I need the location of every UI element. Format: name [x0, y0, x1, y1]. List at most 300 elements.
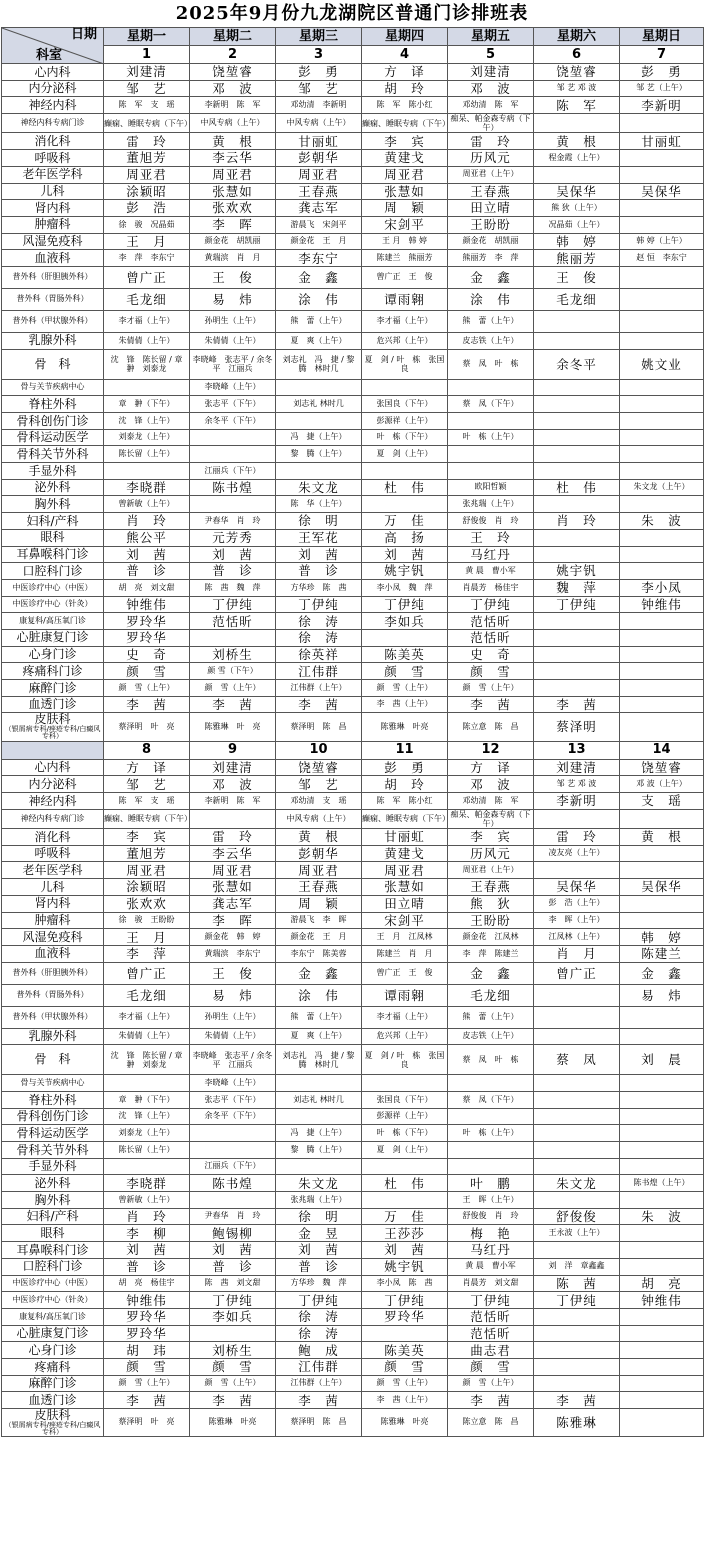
table-row	[2, 413, 704, 430]
schedule-cell	[534, 1075, 620, 1092]
schedule-cell: 董旭芳	[104, 845, 190, 862]
schedule-cell: 钟维伟	[104, 596, 190, 613]
dept-label-text: 内分泌科	[28, 776, 77, 791]
table-row	[2, 984, 704, 1006]
dept-name	[2, 1028, 104, 1045]
schedule-cell: 周亚君	[190, 862, 276, 879]
schedule-cell: 黄 晨 曹小军	[448, 1258, 534, 1275]
dept-name	[2, 80, 104, 97]
table-row	[2, 166, 704, 183]
schedule-cell	[620, 546, 704, 563]
schedule-cell: 丁伊纯	[276, 596, 362, 613]
schedule-cell: 张欢欢	[190, 200, 276, 217]
schedule-cell: 李晓峰 张志平 / 余冬平 江丽兵	[190, 349, 276, 379]
schedule-cell: 涂颖昭	[104, 183, 190, 200]
table-row	[2, 114, 704, 133]
schedule-cell: 马红丹	[448, 1242, 534, 1259]
schedule-cell: 支 瑶	[620, 793, 704, 810]
schedule-cell: 周 颖	[362, 200, 448, 217]
schedule-cell	[362, 1325, 448, 1342]
dept-name	[2, 479, 104, 496]
dept-name	[2, 1358, 104, 1375]
schedule-cell: 刘 茜	[190, 546, 276, 563]
table-row	[2, 1242, 704, 1259]
dept-name	[2, 1045, 104, 1075]
schedule-cell: 邹 艺	[104, 776, 190, 793]
schedule-cell: 李 茜	[448, 696, 534, 713]
schedule-cell	[620, 563, 704, 580]
table-row	[2, 895, 704, 912]
date-cell: 10	[276, 741, 362, 759]
table-row	[2, 1075, 704, 1092]
dept-label-text: 康复科/高压氧门诊	[19, 1311, 86, 1321]
dept-name	[2, 809, 104, 828]
schedule-cell	[104, 1075, 190, 1092]
schedule-cell: 方 译	[104, 759, 190, 776]
schedule-cell: 王 月	[104, 929, 190, 946]
dept-label-text: 心内科	[34, 760, 71, 775]
table-row	[2, 563, 704, 580]
dept-name	[2, 845, 104, 862]
schedule-cell	[534, 1242, 620, 1259]
schedule-cell: 丁伊纯	[276, 1292, 362, 1309]
dept-name	[2, 446, 104, 463]
schedule-cell	[534, 613, 620, 630]
schedule-cell: 邹 艺	[276, 80, 362, 97]
dept-name	[2, 1108, 104, 1125]
schedule-cell: 游晨飞 宋剑平	[276, 216, 362, 233]
schedule-cell: 邓 波	[190, 776, 276, 793]
table-row	[2, 446, 704, 463]
dept-label-text: 皮肤科	[34, 712, 71, 727]
schedule-cell: 周 颖	[276, 895, 362, 912]
schedule-cell: 张国良（下午）	[362, 1091, 448, 1108]
schedule-cell: 金 鑫	[276, 962, 362, 984]
date-cell: 11	[362, 741, 448, 759]
schedule-cell: 金 昱	[276, 1225, 362, 1242]
schedule-cell	[190, 429, 276, 446]
table-row	[2, 646, 704, 663]
schedule-cell: 邹 艺（上午）	[620, 80, 704, 97]
schedule-cell	[534, 446, 620, 463]
dept-name	[2, 1091, 104, 1108]
schedule-cell: 沈 锋 陈长留 / 章 翀 刘泰龙	[104, 1045, 190, 1075]
table-row	[2, 962, 704, 984]
dept-label-text: 血液科	[34, 250, 71, 265]
schedule-cell	[448, 379, 534, 396]
schedule-cell	[362, 1158, 448, 1175]
schedule-cell: 颜金花 胡凯丽	[448, 233, 534, 250]
dept-label-text: 普外科（胃肠外科）	[16, 989, 89, 999]
schedule-cell: 朱倩倩（上午）	[104, 332, 190, 349]
dept-label-text: 内分泌科	[28, 81, 77, 96]
schedule-cell	[534, 413, 620, 430]
schedule-cell: 叶 鹏	[448, 1175, 534, 1192]
schedule-cell: 姚宇钒	[534, 563, 620, 580]
dept-label-text: 骨 科	[34, 1052, 71, 1067]
schedule-cell	[534, 1158, 620, 1175]
schedule-cell	[534, 809, 620, 828]
schedule-cell: 罗玲华	[104, 629, 190, 646]
dept-name	[2, 133, 104, 150]
table-row	[2, 288, 704, 310]
schedule-cell: 刘 茜	[104, 546, 190, 563]
dept-label-text: 骨与关节疾病中心	[20, 382, 85, 392]
schedule-cell: 冯 捷（上午）	[276, 429, 362, 446]
schedule-cell: 王 玲	[448, 529, 534, 546]
dept-name	[2, 879, 104, 896]
schedule-cell: 黄 晨 曹小军	[448, 563, 534, 580]
schedule-cell: 李 萍 陈建兰	[448, 945, 534, 962]
schedule-cell: 颜 雪（上午）	[190, 680, 276, 697]
schedule-cell	[620, 680, 704, 697]
schedule-cell: 夏 爽（上午）	[276, 1028, 362, 1045]
schedule-cell: 饶堃睿	[276, 759, 362, 776]
dept-label-text: 普外科（甲状腺外科）	[12, 316, 93, 326]
schedule-cell: 孙明生（上午）	[190, 310, 276, 332]
dept-name	[2, 563, 104, 580]
schedule-cell: 周亚君（上午）	[448, 166, 534, 183]
schedule-cell: 姚宇钒	[362, 563, 448, 580]
dept-label-text: 儿科	[40, 879, 65, 894]
schedule-cell: 吴保华	[534, 879, 620, 896]
schedule-cell: 黄 根	[276, 829, 362, 846]
dept-name	[2, 1308, 104, 1325]
table-row	[2, 1358, 704, 1375]
date-cell: 2	[190, 46, 276, 64]
schedule-cell: 陈书煌（上午）	[620, 1175, 704, 1192]
dept-name	[2, 413, 104, 430]
dept-name	[2, 332, 104, 349]
schedule-cell	[190, 809, 276, 828]
schedule-cell: 颜金花 王 月	[276, 233, 362, 250]
schedule-cell	[620, 216, 704, 233]
schedule-cell: 甘丽虹	[362, 829, 448, 846]
schedule-cell: 张慧如	[362, 879, 448, 896]
dept-label-text: 心身门诊	[28, 647, 77, 662]
schedule-cell	[620, 429, 704, 446]
date-cell: 8	[104, 741, 190, 759]
dept-name	[2, 579, 104, 596]
day-header: 星期日	[620, 28, 704, 46]
schedule-cell	[620, 166, 704, 183]
dept-label-text: 普外科（肝胆胰外科）	[12, 272, 93, 282]
schedule-cell: 黄 根	[534, 133, 620, 150]
dept-name	[2, 613, 104, 630]
schedule-cell	[620, 396, 704, 413]
schedule-cell: 朱 波	[620, 513, 704, 530]
dept-label-text: 骨科运动医学	[16, 430, 89, 445]
dept-label-text: 风湿免疫科	[22, 929, 83, 944]
table-row	[2, 233, 704, 250]
schedule-cell: 颜 雪	[448, 663, 534, 680]
dept-label-text: 神经内科专病门诊	[20, 118, 85, 128]
schedule-cell	[448, 1075, 534, 1092]
schedule-cell: 江伟群（上午）	[276, 680, 362, 697]
schedule-cell: 陈书煌	[190, 479, 276, 496]
schedule-cell	[620, 1108, 704, 1125]
schedule-cell: 颜 雪（上午）	[362, 680, 448, 697]
schedule-cell	[534, 1358, 620, 1375]
schedule-cell: 陈立意 陈 昌	[448, 1409, 534, 1437]
schedule-cell: 王 月 江凤林	[362, 929, 448, 946]
date-cell: 7	[620, 46, 704, 64]
schedule-cell: 彭 浩（上午）	[534, 895, 620, 912]
schedule-cell: 朱 波	[620, 1208, 704, 1225]
schedule-cell: 陈建兰	[620, 945, 704, 962]
dept-label-text: 神经内科	[28, 97, 77, 112]
schedule-cell: 刘建清	[534, 759, 620, 776]
dept-label-text: 血透门诊	[28, 1392, 77, 1407]
schedule-cell: 李 茜	[276, 1392, 362, 1409]
schedule-cell: 曾新敏（上午）	[104, 1192, 190, 1209]
dept-name	[2, 793, 104, 810]
schedule-cell	[104, 463, 190, 480]
schedule-cell: 李 茜	[104, 696, 190, 713]
schedule-cell: 吴保华	[620, 879, 704, 896]
schedule-cell: 陈 军 支 瑶	[104, 97, 190, 114]
dept-label-text: 泌外科	[34, 1175, 71, 1190]
schedule-cell	[362, 463, 448, 480]
schedule-cell: 尹春华 肖 玲	[190, 1208, 276, 1225]
day-header: 星期三	[276, 28, 362, 46]
schedule-cell: 李 茜	[190, 696, 276, 713]
schedule-cell: 宋剑平	[362, 912, 448, 929]
dept-name	[2, 1409, 104, 1437]
dept-label-text: 耳鼻喉科门诊	[16, 1242, 89, 1257]
dept-name	[2, 310, 104, 332]
schedule-cell: 饶堃睿	[620, 759, 704, 776]
dept-name	[2, 895, 104, 912]
schedule-cell: 冯 捷（上午）	[276, 1125, 362, 1142]
schedule-cell: 李才福（上午）	[362, 1006, 448, 1028]
schedule-cell	[534, 862, 620, 879]
schedule-cell	[534, 332, 620, 349]
schedule-cell	[534, 1006, 620, 1028]
dept-label-text: 普外科（甲状腺外科）	[12, 1011, 93, 1021]
table-row	[2, 713, 704, 741]
schedule-cell: 王 俊	[534, 266, 620, 288]
table-row	[2, 696, 704, 713]
schedule-cell	[534, 1142, 620, 1159]
table-row	[2, 150, 704, 167]
schedule-cell	[620, 1225, 704, 1242]
schedule-cell: 颜 雪	[104, 663, 190, 680]
schedule-cell	[190, 446, 276, 463]
dept-label-text: 风湿免疫科	[22, 234, 83, 249]
schedule-cell	[620, 1342, 704, 1359]
schedule-cell: 张志平（下午）	[190, 396, 276, 413]
schedule-cell: 徐英祥	[276, 646, 362, 663]
dept-label-text: 手显外科	[28, 1159, 77, 1174]
dept-label-text: 神经内科专病门诊	[20, 813, 85, 823]
schedule-cell	[620, 1142, 704, 1159]
schedule-cell	[276, 463, 362, 480]
schedule-cell: 马红丹	[448, 546, 534, 563]
schedule-cell: 王 月	[104, 233, 190, 250]
table-row	[2, 1045, 704, 1075]
schedule-cell: 尹春华 肖 玲	[190, 513, 276, 530]
schedule-cell	[534, 310, 620, 332]
schedule-cell	[620, 629, 704, 646]
schedule-cell: 史 奇	[448, 646, 534, 663]
schedule-cell: 刘志礼 冯 捷 / 黎 腾 林时几	[276, 1045, 362, 1075]
schedule-cell: 江伟群	[276, 663, 362, 680]
date-row	[2, 46, 704, 64]
schedule-cell: 陈雅琳 叶亮	[362, 713, 448, 741]
schedule-cell	[104, 379, 190, 396]
schedule-cell: 梅 艳	[448, 1225, 534, 1242]
schedule-cell: 余冬平（下午）	[190, 1108, 276, 1125]
schedule-cell: 颜 雪	[448, 1358, 534, 1375]
schedule-cell: 普 诊	[104, 563, 190, 580]
table-row	[2, 429, 704, 446]
schedule-cell: 徐 涛	[276, 1325, 362, 1342]
schedule-cell: 蔡泽明 陈 昌	[276, 1409, 362, 1437]
schedule-cell: 刘 茜	[104, 1242, 190, 1259]
schedule-cell: 陈美英	[362, 1342, 448, 1359]
schedule-cell: 田立晴	[362, 895, 448, 912]
schedule-cell	[362, 1075, 448, 1092]
schedule-cell: 黎 腾（上午）	[276, 1142, 362, 1159]
schedule-cell: 刘 洋 章鑫鑫	[534, 1258, 620, 1275]
schedule-cell: 颜金花 江凤林	[448, 929, 534, 946]
dept-label-text: 麻醉门诊	[28, 680, 77, 695]
schedule-cell	[534, 1325, 620, 1342]
table-row	[2, 250, 704, 267]
schedule-cell: 李晓峰 张志平 / 余冬平 江丽兵	[190, 1045, 276, 1075]
table-row	[2, 546, 704, 563]
dept-name	[2, 64, 104, 81]
schedule-cell	[362, 379, 448, 396]
dept-name	[2, 349, 104, 379]
schedule-cell: 江丽兵（下午）	[190, 463, 276, 480]
schedule-cell: 刘志礼 冯 捷 / 黎 腾 林时几	[276, 349, 362, 379]
schedule-cell: 邓幼清 陈 军	[448, 97, 534, 114]
schedule-cell: 万 佳	[362, 513, 448, 530]
schedule-cell: 刘泰龙（上午）	[104, 1125, 190, 1142]
day-header: 星期六	[534, 28, 620, 46]
schedule-cell	[620, 1192, 704, 1209]
schedule-cell: 丁伊纯	[190, 596, 276, 613]
schedule-cell	[620, 1325, 704, 1342]
schedule-cell: 胡 亮	[620, 1275, 704, 1292]
schedule-cell: 江伟群（上午）	[276, 1375, 362, 1392]
date-cell: 1	[104, 46, 190, 64]
schedule-cell: 李才福（上午）	[104, 310, 190, 332]
schedule-cell: 韩 婷	[534, 233, 620, 250]
schedule-cell: 陈立意 陈 昌	[448, 713, 534, 741]
schedule-cell: 陈 军 陈小红	[362, 97, 448, 114]
schedule-cell: 朱倩倩（上午）	[104, 1028, 190, 1045]
schedule-cell: 彭 浩	[104, 200, 190, 217]
schedule-cell: 李 萍 李东宁	[104, 250, 190, 267]
schedule-cell: 陈雅琳	[534, 1409, 620, 1437]
table-row	[2, 596, 704, 613]
schedule-cell: 韩 婷（上午）	[620, 233, 704, 250]
schedule-cell: 王春燕	[448, 183, 534, 200]
schedule-cell: 黄瑞滨 李东宁	[190, 945, 276, 962]
schedule-cell: 沈 锋（上午）	[104, 1108, 190, 1125]
schedule-cell: 曲志君	[448, 1342, 534, 1359]
schedule-cell	[448, 1158, 534, 1175]
schedule-cell: 魏 萍	[534, 579, 620, 596]
schedule-cell	[620, 150, 704, 167]
schedule-cell: 李小凤 陈 茜	[362, 1275, 448, 1292]
schedule-cell: 蔡 凤（下午）	[448, 1091, 534, 1108]
schedule-cell	[620, 1091, 704, 1108]
schedule-cell: 熊 狄	[448, 895, 534, 912]
page-title: 2025年9月份九龙湖院区普通门诊排班表	[175, 3, 529, 24]
dept-name	[2, 663, 104, 680]
schedule-cell	[620, 379, 704, 396]
schedule-cell: 刘志礼 林时几	[276, 396, 362, 413]
schedule-cell: 甘丽虹	[620, 133, 704, 150]
schedule-cell	[190, 1125, 276, 1142]
table-row	[2, 1142, 704, 1159]
table-row	[2, 183, 704, 200]
schedule-cell: 李 茜（上午）	[362, 696, 448, 713]
dept-label-text: 消化科	[34, 829, 71, 844]
schedule-cell: 王 俊	[190, 962, 276, 984]
table-row	[2, 200, 704, 217]
schedule-cell: 李 茜（上午）	[362, 1392, 448, 1409]
schedule-cell: 胡 玲	[362, 80, 448, 97]
schedule-cell: 蔡泽明 叶 亮	[104, 713, 190, 741]
dept-name	[2, 1325, 104, 1342]
schedule-cell: 黄建戈	[362, 845, 448, 862]
schedule-cell	[534, 1108, 620, 1125]
schedule-cell: 刘建清	[448, 64, 534, 81]
schedule-cell: 朱文龙（上午）	[620, 479, 704, 496]
schedule-cell: 王莎莎	[362, 1225, 448, 1242]
dept-name	[2, 97, 104, 114]
dept-label-text: 口腔科门诊	[22, 563, 83, 578]
date-cell: 5	[448, 46, 534, 64]
schedule-cell: 刘 晨	[620, 1045, 704, 1075]
schedule-cell: 李 茜	[534, 696, 620, 713]
dept-label-text: 老年医学科	[22, 167, 83, 182]
schedule-cell: 毛龙细	[104, 288, 190, 310]
schedule-cell: 普 诊	[190, 1258, 276, 1275]
schedule-cell: 熊 蕾（上午）	[276, 310, 362, 332]
schedule-cell: 蔡泽明 叶 亮	[104, 1409, 190, 1437]
dept-label-text: 骨科关节外科	[16, 446, 89, 461]
schedule-cell	[620, 809, 704, 828]
schedule-cell: 张慧如	[190, 879, 276, 896]
dept-name	[2, 984, 104, 1006]
dept-name	[2, 266, 104, 288]
dept-name	[2, 629, 104, 646]
schedule-cell	[534, 114, 620, 133]
dept-name	[2, 496, 104, 513]
table-row	[2, 1208, 704, 1225]
day-header: 星期五	[448, 28, 534, 46]
schedule-cell: 李新明 陈 军	[190, 97, 276, 114]
dept-label-text: 胸外科	[34, 1192, 71, 1207]
table-row	[2, 1192, 704, 1209]
dept-label-text: 中医诊疗中心（中医）	[12, 1278, 93, 1288]
schedule-cell	[620, 1242, 704, 1259]
schedule-cell	[276, 413, 362, 430]
schedule-cell	[620, 288, 704, 310]
schedule-cell: 涂 伟	[276, 288, 362, 310]
table-row	[2, 862, 704, 879]
schedule-cell: 周亚君	[190, 166, 276, 183]
schedule-cell: 李才福（上午）	[104, 1006, 190, 1028]
dept-name	[2, 1192, 104, 1209]
schedule-cell: 李晓群	[104, 479, 190, 496]
